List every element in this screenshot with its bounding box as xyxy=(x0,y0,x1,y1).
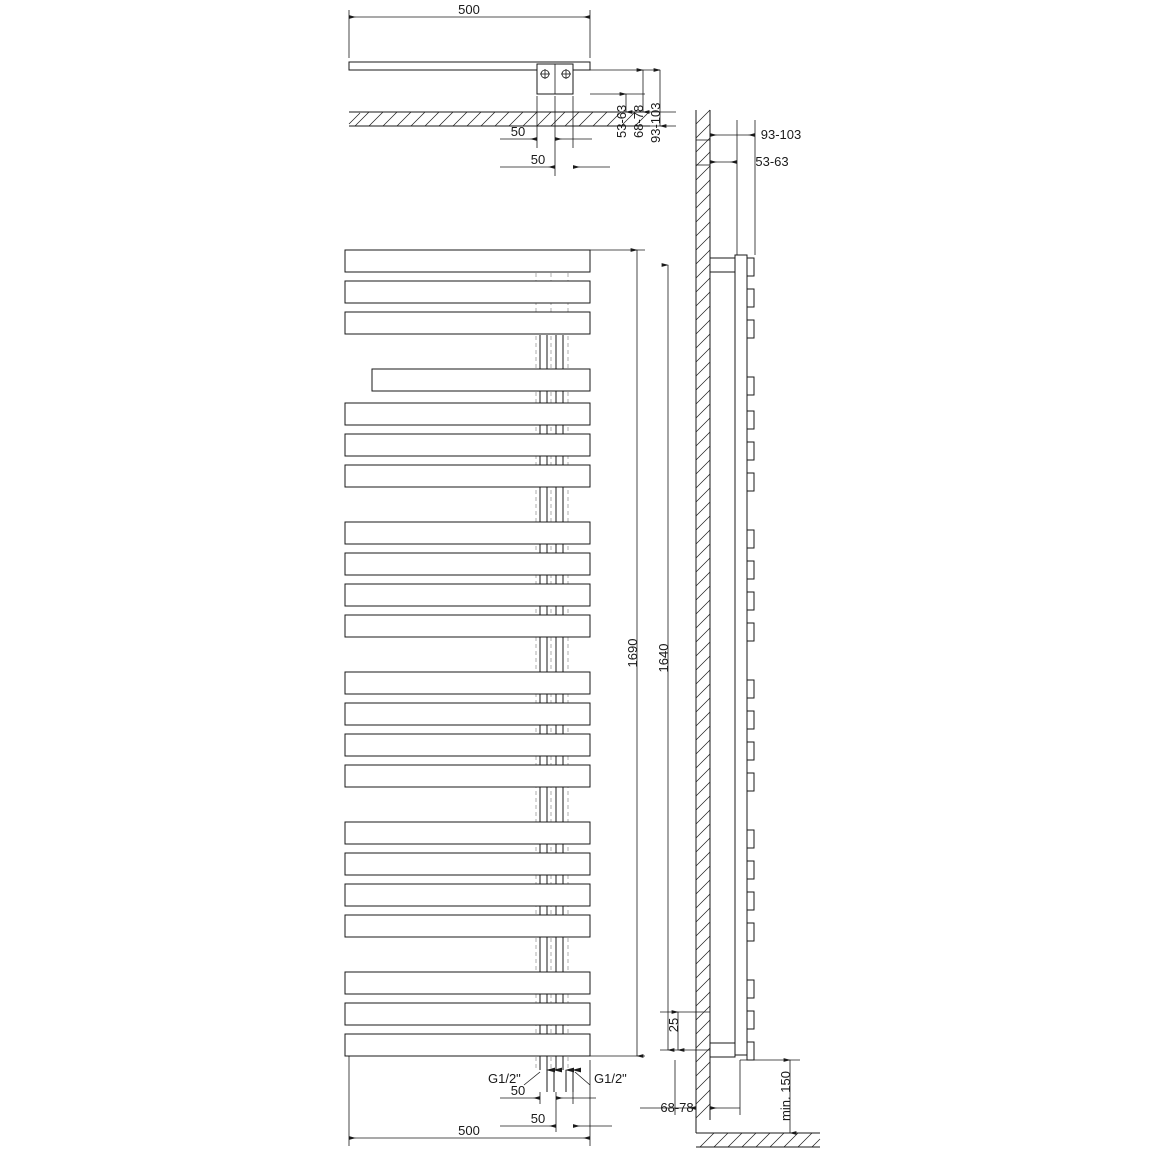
dim-front-height-brackets-label: 1640 xyxy=(656,643,671,673)
front-bar xyxy=(345,522,590,544)
dim-side-depth-b-label: 53-63 xyxy=(755,154,789,169)
front-bar xyxy=(345,822,590,844)
front-bar xyxy=(345,972,590,994)
front-bar xyxy=(345,281,590,303)
dim-top-width-label: 500 xyxy=(458,2,480,17)
front-bar xyxy=(345,915,590,937)
front-bar xyxy=(345,1034,590,1056)
side-view-body xyxy=(735,255,747,1055)
side-view-wall xyxy=(696,110,710,1120)
front-bar xyxy=(345,250,590,272)
top-view-wall xyxy=(349,112,650,126)
side-view-floor xyxy=(696,1120,820,1147)
side-view-bracket-bottom xyxy=(710,1043,735,1057)
side-view xyxy=(640,110,820,1147)
front-bar xyxy=(345,672,590,694)
dim-top-offset-left-label: 50 xyxy=(510,124,526,139)
dim-top-depth-a-label: 53-63 xyxy=(614,104,629,138)
front-view-connections xyxy=(524,1070,590,1092)
side-view-bar-ends xyxy=(747,258,754,1060)
dim-front-conn-spacing2-label: 50 xyxy=(530,1111,546,1126)
dim-side-wall-depth-label: 68-78 xyxy=(660,1100,694,1115)
top-view xyxy=(349,2,676,176)
front-bar xyxy=(345,403,590,425)
dim-front-conn-spacing-label: 50 xyxy=(510,1083,526,1098)
dim-top-depth-c-label: 93-103 xyxy=(648,102,663,143)
label-connection-left: G1/2" xyxy=(488,1071,521,1086)
front-bar xyxy=(345,553,590,575)
front-bar xyxy=(345,465,590,487)
dim-top-offset-left2-label: 50 xyxy=(530,152,546,167)
front-view xyxy=(345,250,671,1146)
front-bar xyxy=(345,584,590,606)
dim-side-depth-a-label: 93-103 xyxy=(760,127,802,142)
front-bar xyxy=(345,703,590,725)
side-view-bracket-top xyxy=(710,258,735,272)
front-bar xyxy=(345,615,590,637)
front-bar xyxy=(345,434,590,456)
front-bar xyxy=(345,884,590,906)
dim-top-depth-b-label: 68-78 xyxy=(631,104,646,138)
front-bar xyxy=(345,853,590,875)
front-bar xyxy=(345,765,590,787)
dim-front-height-total-label: 1690 xyxy=(625,638,640,668)
dim-side-floor-clearance-label: min. 150 xyxy=(778,1071,793,1121)
front-bar xyxy=(345,734,590,756)
front-bar xyxy=(372,369,590,391)
front-bar xyxy=(345,1003,590,1025)
label-connection-right: G1/2" xyxy=(594,1071,627,1086)
front-bar xyxy=(345,312,590,334)
dim-side-bottom-offset-label: 25 xyxy=(666,1017,681,1033)
dim-front-width-bottom-label: 500 xyxy=(458,1123,480,1138)
